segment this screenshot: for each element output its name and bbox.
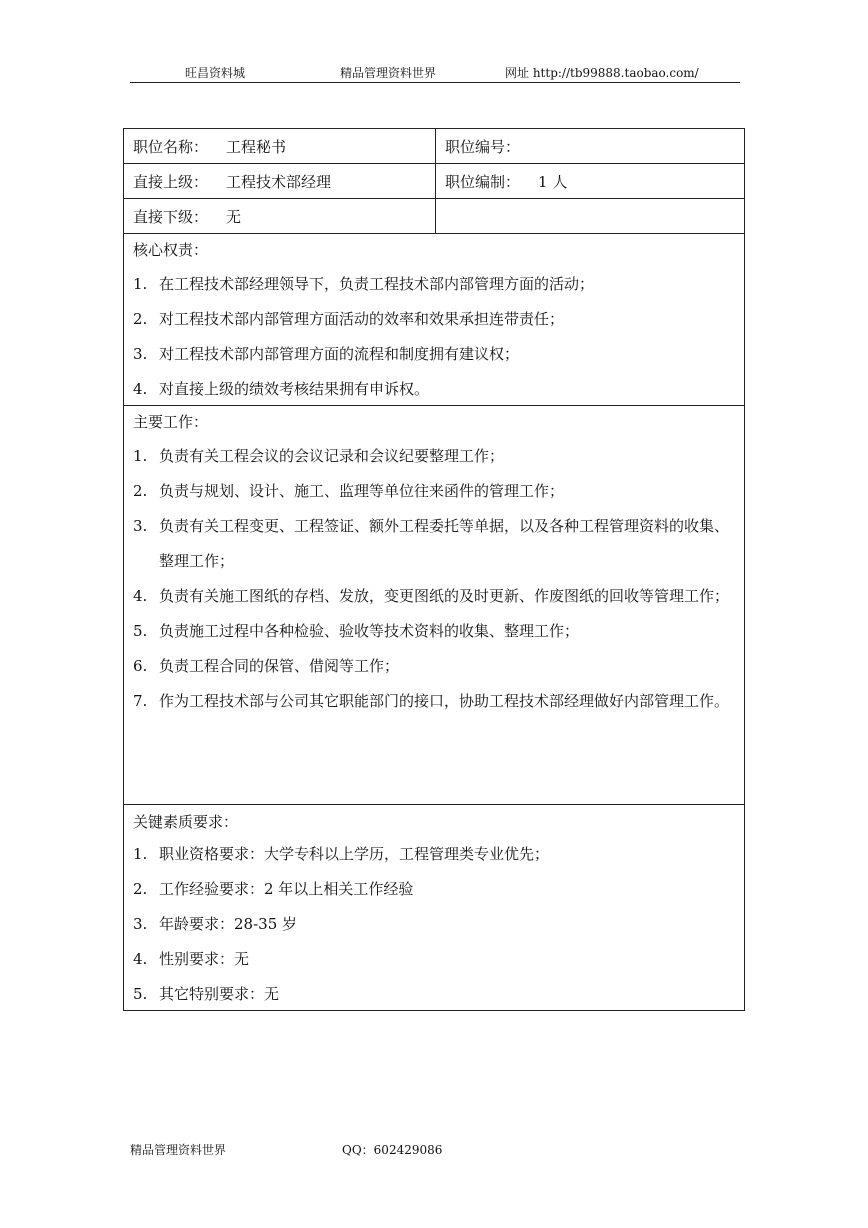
header-url-text: 网址 http://tb99888.taobao.com/	[505, 66, 699, 80]
item-text: 负责与规划、设计、施工、监理等单位往来函件的管理工作；	[159, 482, 565, 500]
item-text: 作为工程技术部与公司其它职能部门的接口，协助工程技术部经理做好内部管理工作。	[159, 692, 730, 710]
subordinate-label: 直接下级：	[133, 207, 209, 226]
position-code-label: 职位编号：	[445, 137, 521, 156]
list-item	[133, 684, 738, 719]
table-row-superior	[124, 164, 744, 199]
list-item	[133, 302, 738, 337]
item-text: 职业资格要求：大学专科以上学历，工程管理类专业优先；	[159, 845, 550, 863]
requirements-title: 关键素质要求：	[133, 813, 239, 831]
list-item	[133, 649, 738, 684]
list-item	[133, 267, 738, 302]
core-duties-title: 核心权责：	[133, 241, 209, 259]
item-number: 5.	[133, 985, 148, 1003]
subordinate-value: 无	[226, 207, 242, 226]
item-number: 4.	[133, 380, 148, 398]
item-number: 6.	[133, 657, 148, 675]
item-number: 1.	[133, 447, 148, 465]
item-number: 2.	[133, 482, 148, 500]
list-item	[133, 372, 738, 407]
item-text: 对直接上级的绩效考核结果拥有申诉权。	[159, 380, 430, 398]
footer-qq-text: QQ：602429086	[342, 1143, 443, 1157]
list-item	[133, 337, 738, 372]
headcount-label: 职位编制：	[445, 172, 521, 191]
item-text: 工作经验要求：2 年以上相关工作经验	[159, 880, 414, 898]
list-item	[133, 579, 738, 614]
superior-value: 工程技术部经理	[226, 172, 332, 191]
main-work-section	[124, 406, 744, 805]
position-code-cell	[436, 129, 744, 163]
list-item	[133, 907, 738, 942]
item-text: 在工程技术部经理领导下，负责工程技术部内部管理方面的活动；	[159, 275, 595, 293]
list-item	[133, 614, 738, 649]
item-number: 3.	[133, 915, 148, 933]
item-number: 4.	[133, 587, 148, 605]
page-header	[130, 64, 740, 83]
list-item	[133, 509, 738, 579]
item-text: 负责有关工程变更、工程签证、额外工程委托等单据，以及各种工程管理资料的收集、整理工作；	[159, 517, 730, 570]
item-number: 5.	[133, 622, 148, 640]
position-name-cell	[124, 129, 436, 163]
item-number: 7.	[133, 692, 148, 710]
position-name-value: 工程秘书	[226, 137, 287, 156]
item-number: 2.	[133, 880, 148, 898]
table-row-subordinate	[124, 199, 744, 234]
header-left-text: 旺昌资料城	[185, 66, 246, 80]
item-text: 性别要求：无	[159, 950, 250, 968]
list-item	[133, 474, 738, 509]
item-text: 对工程技术部内部管理方面的流程和制度拥有建议权；	[159, 345, 520, 363]
item-text: 年龄要求：28-35 岁	[159, 915, 298, 933]
subordinate-cell	[124, 199, 436, 233]
superior-cell	[124, 164, 436, 198]
headcount-value: 1 人	[538, 172, 568, 191]
footer-left-text: 精品管理资料世界	[130, 1143, 227, 1157]
job-description-table	[123, 128, 745, 1011]
item-number: 2.	[133, 310, 148, 328]
list-item	[133, 942, 738, 977]
position-name-label: 职位名称：	[133, 137, 209, 156]
item-text: 负责有关工程会议的会议记录和会议纪要整理工作；	[159, 447, 505, 465]
item-number: 1.	[133, 845, 148, 863]
list-item	[133, 439, 738, 474]
table-row-position	[124, 129, 744, 164]
item-text: 其它特别要求：无	[159, 985, 280, 1003]
requirements-section	[124, 805, 744, 1010]
list-item	[133, 872, 738, 907]
core-duties-section	[124, 234, 744, 406]
item-number: 4.	[133, 950, 148, 968]
item-number: 3.	[133, 517, 148, 535]
header-middle-text: 精品管理资料世界	[340, 66, 437, 80]
list-item	[133, 837, 738, 872]
item-text: 对工程技术部内部管理方面活动的效率和效果承担连带责任；	[159, 310, 565, 328]
superior-label: 直接上级：	[133, 172, 209, 191]
item-text: 负责有关施工图纸的存档、发放，变更图纸的及时更新、作废图纸的回收等管理工作；	[159, 587, 730, 605]
list-item	[133, 977, 738, 1012]
item-text: 负责工程合同的保管、借阅等工作；	[159, 657, 400, 675]
item-number: 3.	[133, 345, 148, 363]
headcount-cell	[436, 164, 744, 198]
main-work-title: 主要工作：	[133, 413, 209, 431]
item-text: 负责施工过程中各种检验、验收等技术资料的收集、整理工作；	[159, 622, 580, 640]
item-number: 1.	[133, 275, 148, 293]
empty-cell	[436, 199, 744, 233]
